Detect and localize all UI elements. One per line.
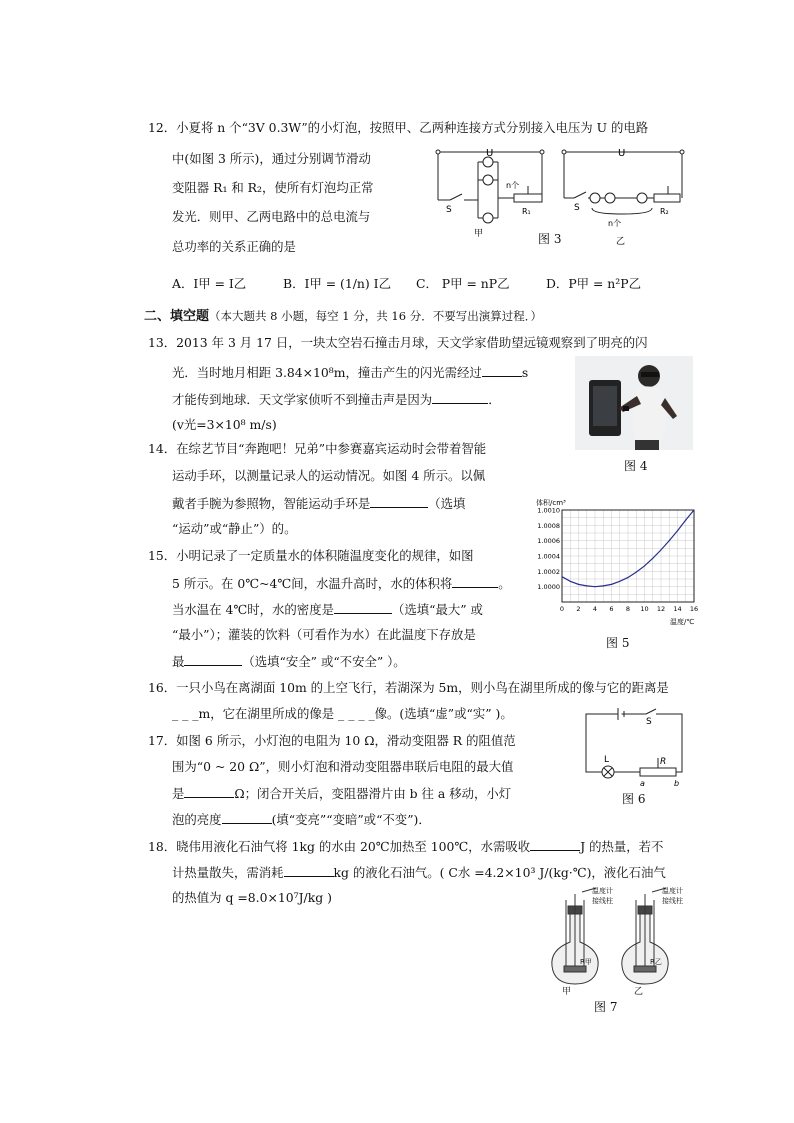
y-tick-label: 1.0010 (537, 506, 560, 515)
q18-line2-end: kg 的液化石油气。( C水 =4.2×10³ J/(kg·℃)，液化石油气 (333, 865, 666, 880)
chart-point (660, 549, 661, 550)
q15-line3-end: （选填“最大” 或 (391, 602, 483, 617)
figure-7-caption: 图 7 (594, 1000, 618, 1014)
fig7-label-thermo-2: 温度计 (662, 887, 683, 895)
q14-line4: “运动”或“静止”）的。 (172, 521, 297, 536)
chart-point (669, 540, 670, 541)
q15-blank-2[interactable] (334, 601, 392, 614)
fig3-label-u2: U (618, 148, 626, 159)
chart-point (603, 585, 604, 586)
chart-point (570, 581, 571, 582)
y-tick-label: 1.0008 (537, 521, 560, 530)
q15-line3 (172, 601, 483, 618)
chart-y-ticks (537, 507, 560, 592)
q18-blank-2[interactable] (284, 864, 334, 877)
q12-option-a[interactable]: A．I甲 = I乙 (172, 276, 247, 291)
fig3-label-r2: R₂ (660, 207, 669, 216)
chart-point (644, 565, 645, 566)
q12-line2: 中(如图 3 所示)，通过分别调节滑动 (172, 151, 371, 166)
chart-point (652, 558, 653, 559)
x-tick-label: 14 (673, 605, 682, 613)
x-tick-label: 0 (559, 605, 565, 613)
q13-line1: 13．2013 年 3 月 17 日，一块太空岩石撞击月球，天文学家借助望远镜观察到了明亮的闪 (148, 335, 648, 350)
x-tick-label: 6 (609, 605, 614, 613)
q13-blank-2[interactable] (432, 391, 488, 404)
q17-line3-end: Ω；闭合开关后，变阻器滑片由 b 往 a 移动，小灯 (234, 786, 512, 801)
figure-6-caption: 图 6 (622, 792, 646, 806)
fig7-label-thermo-1: 温度计 (592, 887, 613, 895)
chart-point (685, 519, 686, 520)
chart-point (561, 576, 562, 577)
chart-point (677, 530, 678, 531)
chart-x-ticks (560, 605, 698, 613)
fig6-label-a: a (640, 779, 645, 788)
fig6-label-b: b (674, 779, 680, 788)
figure-3-circuits (432, 142, 692, 250)
q14-line3 (172, 495, 465, 512)
x-tick-label: 2 (576, 605, 581, 613)
q13-line2 (172, 364, 528, 381)
q14-line3-end: （选填 (428, 496, 466, 511)
fig3-label-yi: 乙 (616, 237, 626, 247)
chart-point (693, 509, 694, 510)
fig7-label-post-2: 接线柱 (662, 897, 683, 905)
fig6-label-r: R (660, 757, 667, 767)
q18-line1-text: 18．晓伟用液化石油气将 1kg 的水由 20℃加热至 100℃，水需吸收 (148, 839, 531, 854)
q14-blank[interactable] (370, 495, 428, 508)
y-tick-label: 1.0004 (537, 552, 560, 561)
q12-option-b[interactable]: B．I甲 = (1/n) I乙 (283, 276, 391, 291)
chart-point (594, 586, 595, 587)
q17-line3 (172, 785, 511, 802)
y-tick-label: 1.0000 (537, 583, 560, 592)
q12-line3: 变阻器 R₁ 和 R₂，使所有灯泡均正常 (172, 180, 374, 195)
chart-point (586, 585, 587, 586)
q15-line2 (172, 575, 511, 592)
x-tick-label: 10 (640, 605, 649, 613)
fig7-label-yi: 乙 (634, 987, 644, 996)
figure-6-circuit (580, 704, 690, 788)
x-tick-label: 8 (625, 605, 631, 613)
fig3-label-u1: U (486, 148, 494, 159)
q12-line4: 发光．则甲、乙两电路中的总电流与 (172, 209, 371, 224)
y-tick-label: 1.0002 (537, 567, 560, 576)
q13-blank-1[interactable] (482, 364, 522, 377)
fig7-label-ra: R甲 (580, 958, 592, 966)
q15-line3-text: 当水温在 4℃时，水的密度是 (172, 602, 334, 617)
q17-line3-text: 是 (172, 786, 185, 801)
q15-line5-end: （选填“安全” 或“不安全” ）。 (242, 654, 406, 669)
y-tick-label: 1.0006 (537, 537, 560, 546)
q14-line2: 运动手环，以测量记录人的运动情况。如图 4 所示。以佩 (172, 468, 486, 483)
q17-line1: 17．如图 6 所示，小灯泡的电阻为 10 Ω，滑动变阻器 R 的阻值范 (148, 733, 516, 748)
q12-option-d[interactable]: D．P甲 = n²P乙 (546, 276, 641, 291)
q15-line1: 15．小明记录了一定质量水的体积随温度变化的规律，如图 (148, 548, 474, 563)
q16-line1: 16．一只小鸟在离湖面 10m 的上空飞行，若湖深为 5m，则小鸟在湖里所成的像与它的距离是 (148, 680, 669, 695)
q15-line5 (172, 653, 406, 670)
section-2-note: （本大题共 8 小题，每空 1 分，共 16 分．不要写出演算过程．） (209, 309, 542, 323)
q13-line4: (v光=3×10⁸ m/s) (172, 417, 277, 432)
chart-y-axis-label: 体积/cm³ (536, 499, 566, 507)
figure-4-caption: 图 4 (624, 459, 648, 473)
q18-blank-1[interactable] (530, 838, 580, 851)
chart-point (627, 577, 628, 578)
q16-line2: _ _ _m，它在湖里所成的像是 _ _ _ _像。(选填“虚”或“实” )。 (172, 706, 513, 721)
fig7-label-post-1: 接线柱 (592, 897, 613, 905)
q18-line1 (148, 838, 663, 855)
fig7-label-rb: R乙 (650, 958, 662, 966)
q15-line5-text: 最 (172, 654, 185, 669)
fig3-label-r1: R₁ (522, 207, 531, 216)
figure-4-photo (575, 356, 693, 450)
q15-blank-1[interactable] (452, 575, 498, 588)
q17-line4-end: (填“变亮”“变暗”或“不变”)． (271, 812, 431, 827)
q15-line2-end: 。 (498, 576, 511, 591)
chart-x-axis-label: 温度/℃ (670, 618, 695, 626)
fig6-label-l: L (604, 755, 610, 765)
q17-blank-1[interactable] (184, 785, 234, 798)
x-tick-label: 16 (689, 605, 699, 613)
q13-line2-text: 光．当时地月相距 3.84×10⁸m，撞击产生的闪光需经过 (172, 365, 482, 380)
q18-line2-text: 计热量散失，需消耗 (172, 865, 284, 880)
figure-5-chart (534, 496, 706, 646)
q13-line3 (172, 391, 501, 408)
x-tick-label: 12 (656, 605, 666, 613)
q12-line1: 12．小夏将 n 个“3V 0.3W”的小灯泡，按照甲、乙两种连接方式分别接入电压为 U 的电路 (148, 120, 649, 135)
q13-line3-end: ． (488, 392, 501, 407)
q17-line4-text: 泡的亮度 (172, 812, 222, 827)
fig3-label-n1: n个 (506, 181, 520, 190)
chart-point (578, 584, 579, 585)
fig3-label-n2: n个 (608, 219, 622, 228)
q15-line4: “最小”）；灌装的饮料（可看作为水）在此温度下存放是 (172, 627, 476, 642)
q18-line3: 的热值为 q =8.0×10⁷J/kg ) (172, 890, 332, 905)
q17-blank-2[interactable] (222, 811, 272, 824)
x-tick-label: 4 (592, 605, 598, 613)
chart-point (636, 572, 637, 573)
section-2-title: 二、填空题 (144, 309, 210, 324)
q13-line2-unit: s (521, 365, 529, 380)
fig6-label-s: S (646, 717, 652, 727)
chart-point (619, 581, 620, 582)
q14-line3-text: 戴者手腕为参照物，智能运动手环是 (172, 496, 371, 511)
q17-line2: 围为“0 ~ 20 Ω”，则小灯泡和滑动变阻器串联后电阻的最大值 (172, 759, 514, 774)
q14-line1: 14．在综艺节目“奔跑吧！兄弟”中参赛嘉宾运动时会带着智能 (148, 441, 487, 456)
section-2-header (144, 308, 542, 325)
figure-3-caption: 图 3 (538, 232, 562, 246)
q18-line2 (172, 864, 666, 881)
chart-point (611, 584, 612, 585)
figure-5-caption: 图 5 (606, 636, 630, 650)
q12-option-c[interactable]: C． P甲 = nP乙 (416, 276, 510, 291)
fig3-label-s1: S (446, 205, 452, 215)
q15-line2-text: 5 所示。在 0℃~4℃间，水温升高时，水的体积将 (172, 576, 453, 591)
chart-grid (562, 510, 694, 602)
fig3-label-s2: S (574, 203, 580, 213)
q17-line4 (172, 811, 431, 828)
q12-line5: 总功率的关系正确的是 (172, 239, 296, 254)
q13-line3-text: 才能传到地球．天文学家侦听不到撞击声是因为 (172, 392, 433, 407)
q18-line1-end: J 的热量，若不 (580, 839, 664, 854)
fig3-label-jia: 甲 (474, 229, 484, 239)
fig7-label-jia: 甲 (562, 987, 572, 996)
q15-blank-3[interactable] (184, 653, 242, 666)
figure-7-flasks (540, 884, 700, 996)
